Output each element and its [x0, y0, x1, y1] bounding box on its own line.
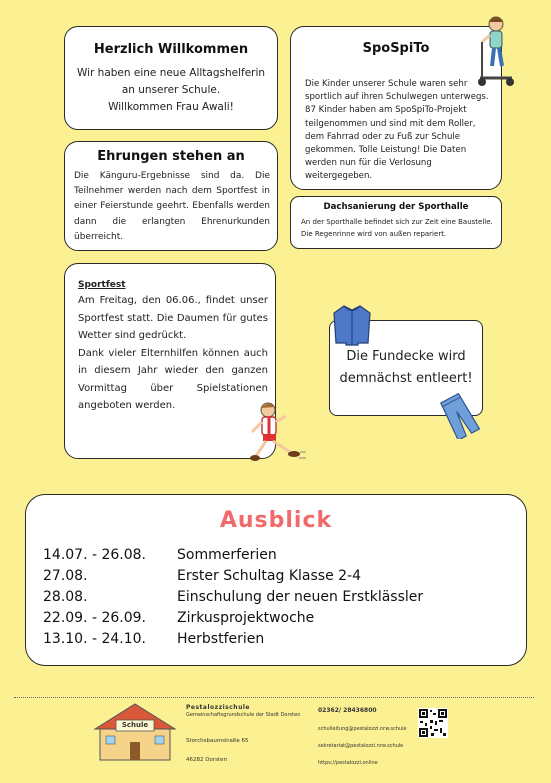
jeans-icon — [437, 393, 481, 439]
scooter-kid-icon — [472, 14, 520, 88]
ausblick-date: 28.08. — [43, 589, 88, 605]
sportfest-title: Sportfest — [78, 280, 126, 290]
ausblick-date: 27.08. — [43, 568, 88, 584]
footer-website[interactable]: https://pestalozzi.online — [318, 760, 378, 766]
ausblick-row — [43, 545, 526, 566]
running-kid-icon — [244, 400, 310, 466]
ausblick-title: Ausblick — [219, 508, 333, 533]
ausblick-date: 22.09. - 26.09. — [43, 610, 147, 626]
ausblick-card — [25, 494, 527, 666]
ausblick-event: Einschulung der neuen Erstklässler — [177, 589, 424, 605]
dach-text: An der Sporthalle befindet sich zur Zeit eine Baustelle. Die Regenrinne wird von außen repariert. — [301, 218, 493, 238]
ausblick-date: 14.07. - 26.08. — [43, 547, 147, 563]
ausblick-row — [43, 629, 526, 650]
ehrungen-text: Die Känguru-Ergebnisse sind da. Die Teilnehmer werden nach dem Sportfest in einer Feierstunde geehrt. Ebenfalls werden dann die erlangten Ehrenurkunden überreicht. — [74, 171, 270, 242]
spospito-title: SpoSpiTo — [362, 41, 430, 56]
spospito-text: Die Kinder unserer Schule waren sehr sportlich auf ihren Schulwegen unterwegs. 87 Kinder haben am SpoSpiTo-Projekt teilgenommen und sind mit dem Roller, dem Fahrrad oder zu Fuß zur Schule gekommen. Tolle Leistung! Die Daten werden nun für die Verlosung weitergegeben. — [305, 79, 489, 182]
welcome-line-1: Wir haben eine neue Alltagshelferin — [76, 67, 266, 79]
footer-email-leitung[interactable]: schulleitung@pestalozzi.nrw.schule — [318, 726, 407, 732]
ausblick-row — [43, 566, 526, 587]
footer-city: 46282 Dorsten — [186, 757, 227, 763]
qr-code-icon — [418, 708, 448, 738]
ausblick-row — [43, 587, 526, 608]
ausblick-event: Zirkusprojektwoche — [177, 610, 315, 626]
ausblick-event: Erster Schultag Klasse 2-4 — [177, 568, 361, 584]
footer-phone: 02362/ 28436800 — [318, 707, 377, 714]
footer-school-desc: Gemeinschaftsgrundschule der Stadt Dorsten — [186, 712, 301, 718]
ausblick-event: Herbstferien — [177, 631, 265, 647]
school-sign-label: Schule — [121, 721, 149, 729]
sportfest-para-2: Dank vieler Elternhilfen können auch in diesem Jahr wieder den ganzen Vormittag über Spielstationen angeboten werden. — [78, 347, 268, 411]
welcome-card — [64, 26, 278, 130]
ausblick-date: 13.10. - 24.10. — [43, 631, 147, 647]
welcome-text — [65, 65, 277, 116]
spospito-card — [290, 26, 502, 190]
dach-card — [290, 196, 502, 249]
ausblick-list — [43, 545, 526, 650]
school-house-icon — [92, 698, 178, 764]
welcome-line-2: an unserer Schule. — [121, 84, 221, 96]
ehrungen-title: Ehrungen stehen an — [97, 149, 245, 164]
dach-title: Dachsanierung der Sporthalle — [323, 202, 469, 212]
jacket-icon — [331, 303, 373, 347]
ausblick-event: Sommerferien — [177, 547, 277, 563]
welcome-title: Herzlich Willkommen — [93, 42, 249, 57]
sportfest-para-1: Am Freitag, den 06.06., findet unser Sportfest statt. Die Daumen für gutes Wetter sind gedrückt. — [78, 295, 268, 341]
footer-street: Storchsbaumstraße 65 — [186, 738, 249, 744]
footer-email-sekretariat[interactable]: sekretariat@pestalozzi.nrw.schule — [318, 743, 404, 749]
welcome-line-3: Willkommen Frau Awali! — [108, 101, 234, 113]
sportfest-text — [65, 292, 275, 415]
footer-school-name: Pestalozzischule — [186, 704, 250, 711]
ausblick-row — [43, 608, 526, 629]
fundecke-text: Die Fundecke wird demnächst entleert! — [339, 349, 473, 386]
ehrungen-card — [64, 141, 278, 251]
